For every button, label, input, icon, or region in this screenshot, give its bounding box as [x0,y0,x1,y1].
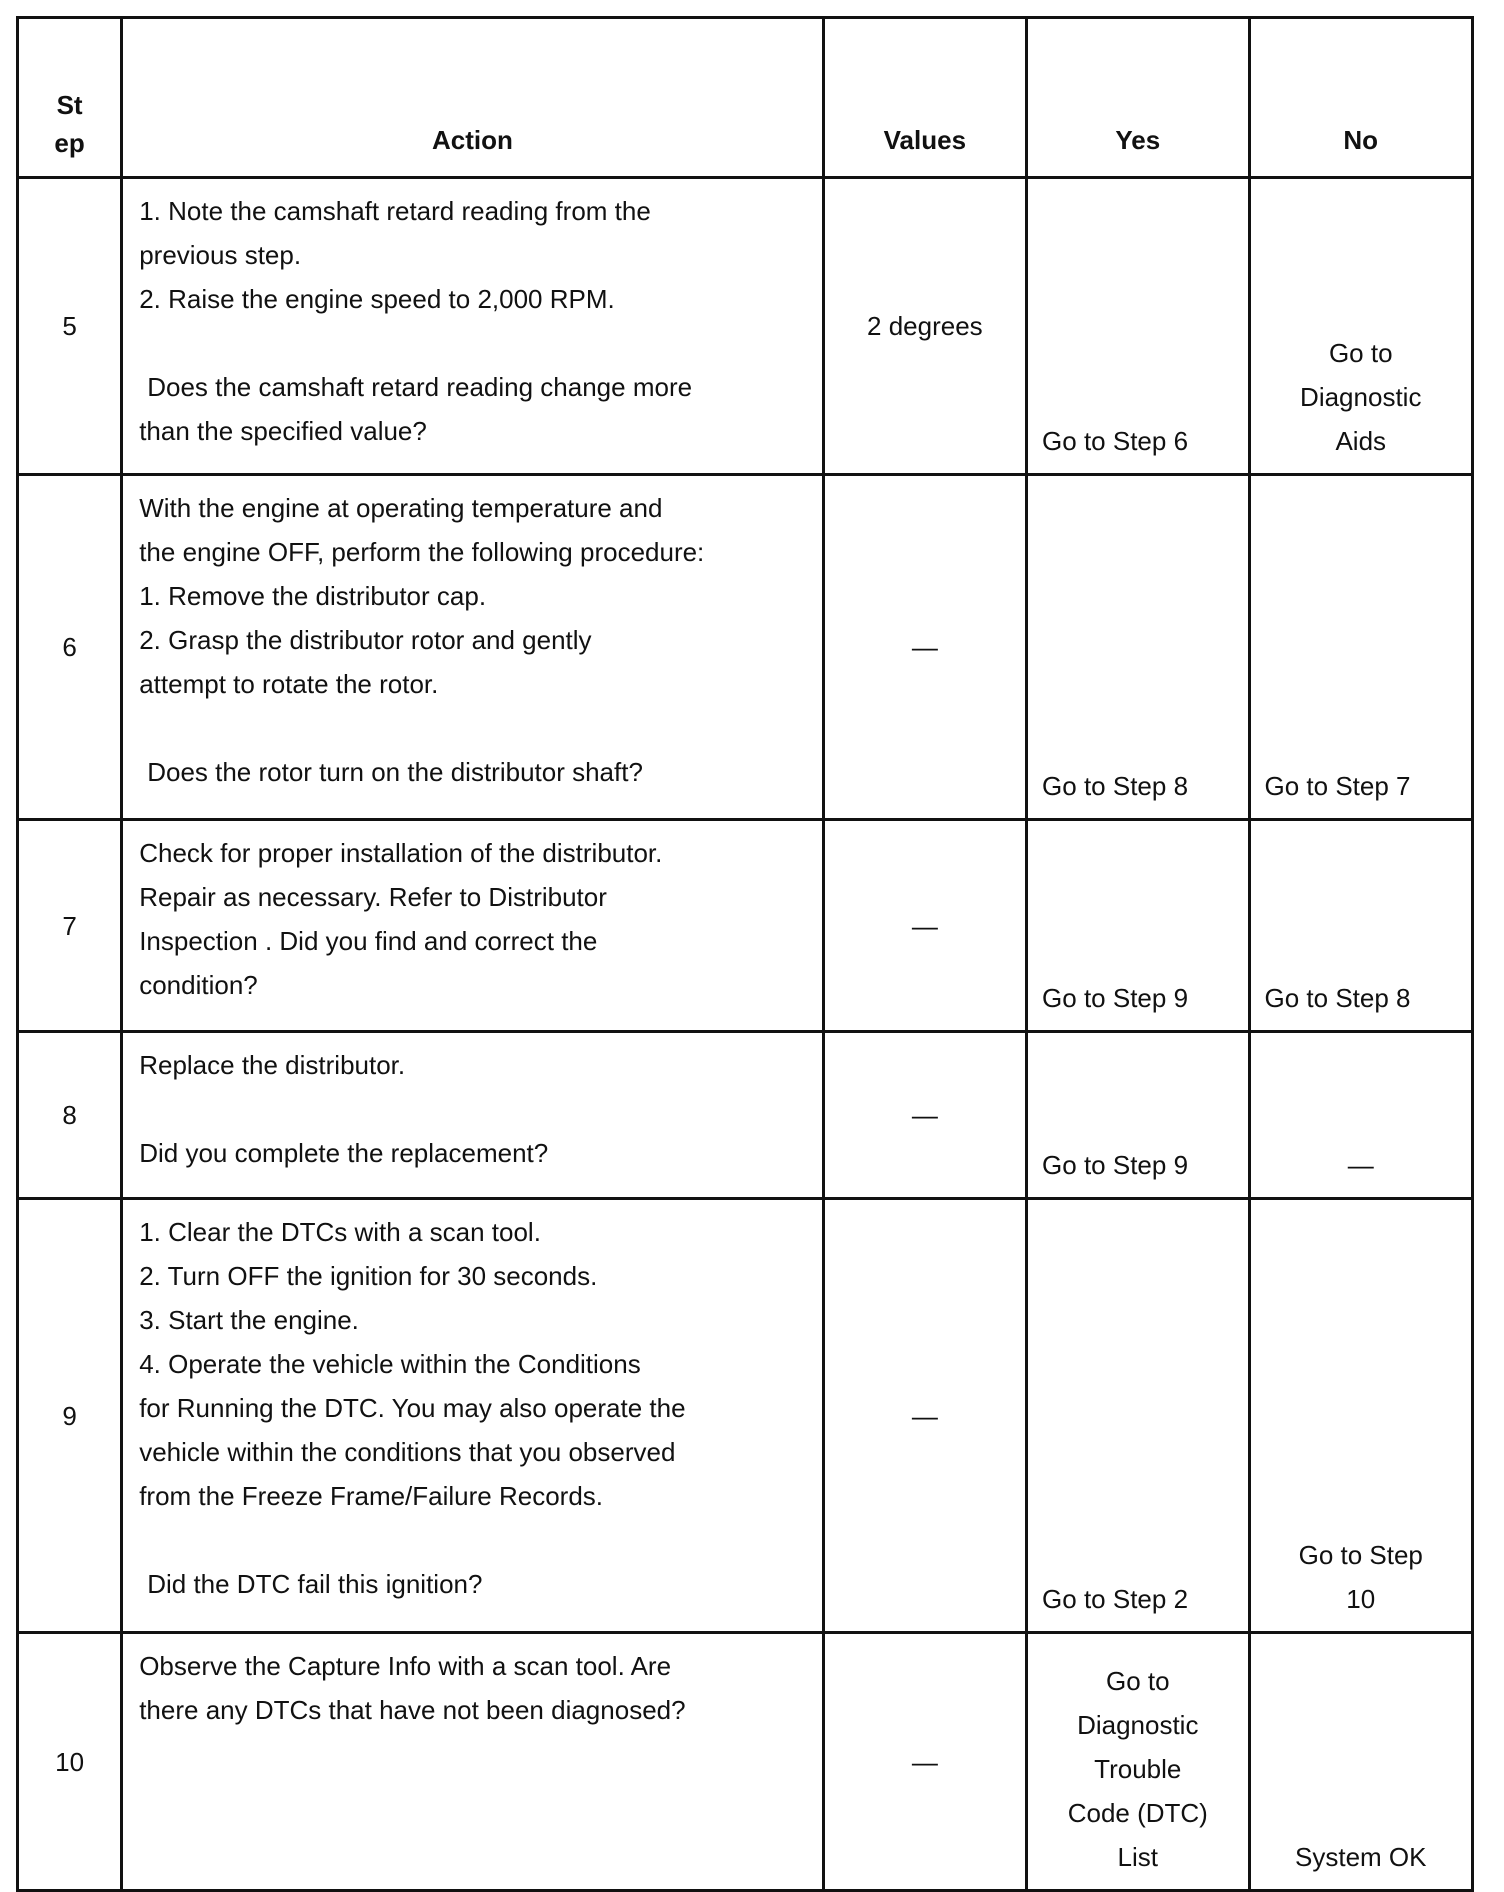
action-line: attempt to rotate the rotor. [139,669,439,699]
yes-cell: Go to Step 6 [1027,178,1249,475]
step-number: 7 [18,820,122,1032]
action-line: Inspection . Did you find and correct the [139,926,598,956]
no-cell [1249,178,1473,475]
action-line: than the specified value? [139,416,427,446]
yes-cell: Go to Step 2 [1027,1199,1249,1633]
action-line: Check for proper installation of the distributor. [139,838,663,868]
action-line: condition? [139,970,258,1000]
no-line: Go to Step [1298,1540,1423,1570]
table-row [18,820,1473,1032]
yes-line: Code (DTC) [1067,1798,1208,1828]
table-row [18,1199,1473,1633]
action-line: the engine OFF, perform the following procedure: [139,537,705,567]
values-cell: — [823,1032,1026,1199]
no-line: Aids [1335,426,1387,456]
yes-line: List [1117,1842,1158,1872]
action-question: Does the rotor turn on the distributor shaft? [147,757,643,787]
action-text [122,820,823,1032]
no-cell [1249,1633,1473,1891]
action-spacer [139,706,805,750]
no-cell [1249,1199,1473,1633]
action-spacer [139,321,805,365]
action-text [122,1199,823,1633]
action-line: 1. Note the camshaft retard reading from the [139,196,651,226]
no-line: Diagnostic [1300,382,1422,412]
yes-cell: Go to Step 9 [1027,1032,1249,1199]
step-number: 8 [18,1032,122,1199]
action-question: Did the DTC fail this ignition? [147,1569,483,1599]
action-line: Replace the distributor. [139,1050,406,1080]
header-yes: Yes [1027,18,1249,178]
action-line: from the Freeze Frame/Failure Records. [139,1481,604,1511]
no-line: Go to Step 8 [1264,983,1411,1013]
action-line: 4. Operate the vehicle within the Conditions [139,1349,641,1379]
no-line: Go to [1328,338,1393,368]
table-body [18,178,1473,1891]
action-line: 2. Turn OFF the ignition for 30 seconds. [139,1261,598,1291]
action-text [122,475,823,820]
values-cell: — [823,820,1026,1032]
step-number: 6 [18,475,122,820]
step-number: 5 [18,178,122,475]
action-line: Repair as necessary. Refer to Distributor [139,882,607,912]
action-text [122,1032,823,1199]
header-action: Action [122,18,823,178]
yes-cell: Go to Step 8 [1027,475,1249,820]
action-line: previous step. [139,240,302,270]
header-no: No [1249,18,1473,178]
no-line: 10 [1346,1584,1376,1614]
yes-line: Go to [1105,1666,1170,1696]
action-line: for Running the DTC. You may also operate the [139,1393,686,1423]
table-row [18,475,1473,820]
table-row [18,1633,1473,1891]
no-cell [1249,1032,1473,1199]
header-row [18,18,1473,178]
values-cell: — [823,1199,1026,1633]
action-line: 3. Start the engine. [139,1305,359,1335]
no-line: System OK [1295,1842,1427,1872]
action-line: vehicle within the conditions that you observed [139,1437,676,1467]
yes-line: Diagnostic [1077,1710,1199,1740]
step-number: 10 [18,1633,122,1891]
table-row [18,1032,1473,1199]
header-step-label: St ep [54,90,85,158]
action-line: 2. Raise the engine speed to 2,000 RPM. [139,284,615,314]
action-spacer [139,1518,805,1562]
values-cell: — [823,475,1026,820]
step-number: 9 [18,1199,122,1633]
no-line: — [1347,1150,1374,1180]
action-line: With the engine at operating temperature and [139,493,663,523]
no-cell [1249,820,1473,1032]
table-row [18,178,1473,475]
action-text [122,1633,823,1891]
yes-line: Trouble [1094,1754,1182,1784]
no-cell [1249,475,1473,820]
header-step [18,18,122,178]
action-line: 1. Remove the distributor cap. [139,581,487,611]
action-line: Observe the Capture Info with a scan tool. Are [139,1651,672,1681]
yes-cell [1027,1633,1249,1891]
action-line: there any DTCs that have not been diagnosed? [139,1695,686,1725]
values-cell: 2 degrees [823,178,1026,475]
action-question: Does the camshaft retard reading change more [147,372,693,402]
no-line: Go to Step 7 [1264,771,1411,801]
action-question: Did you complete the replacement? [139,1138,549,1168]
action-line: 1. Clear the DTCs with a scan tool. [139,1217,541,1247]
header-values: Values [823,18,1026,178]
yes-cell: Go to Step 9 [1027,820,1249,1032]
action-line: 2. Grasp the distributor rotor and gently [139,625,592,655]
action-spacer [139,1087,805,1131]
diagnostic-table [16,16,1474,1892]
values-cell: — [823,1633,1026,1891]
action-text [122,178,823,475]
